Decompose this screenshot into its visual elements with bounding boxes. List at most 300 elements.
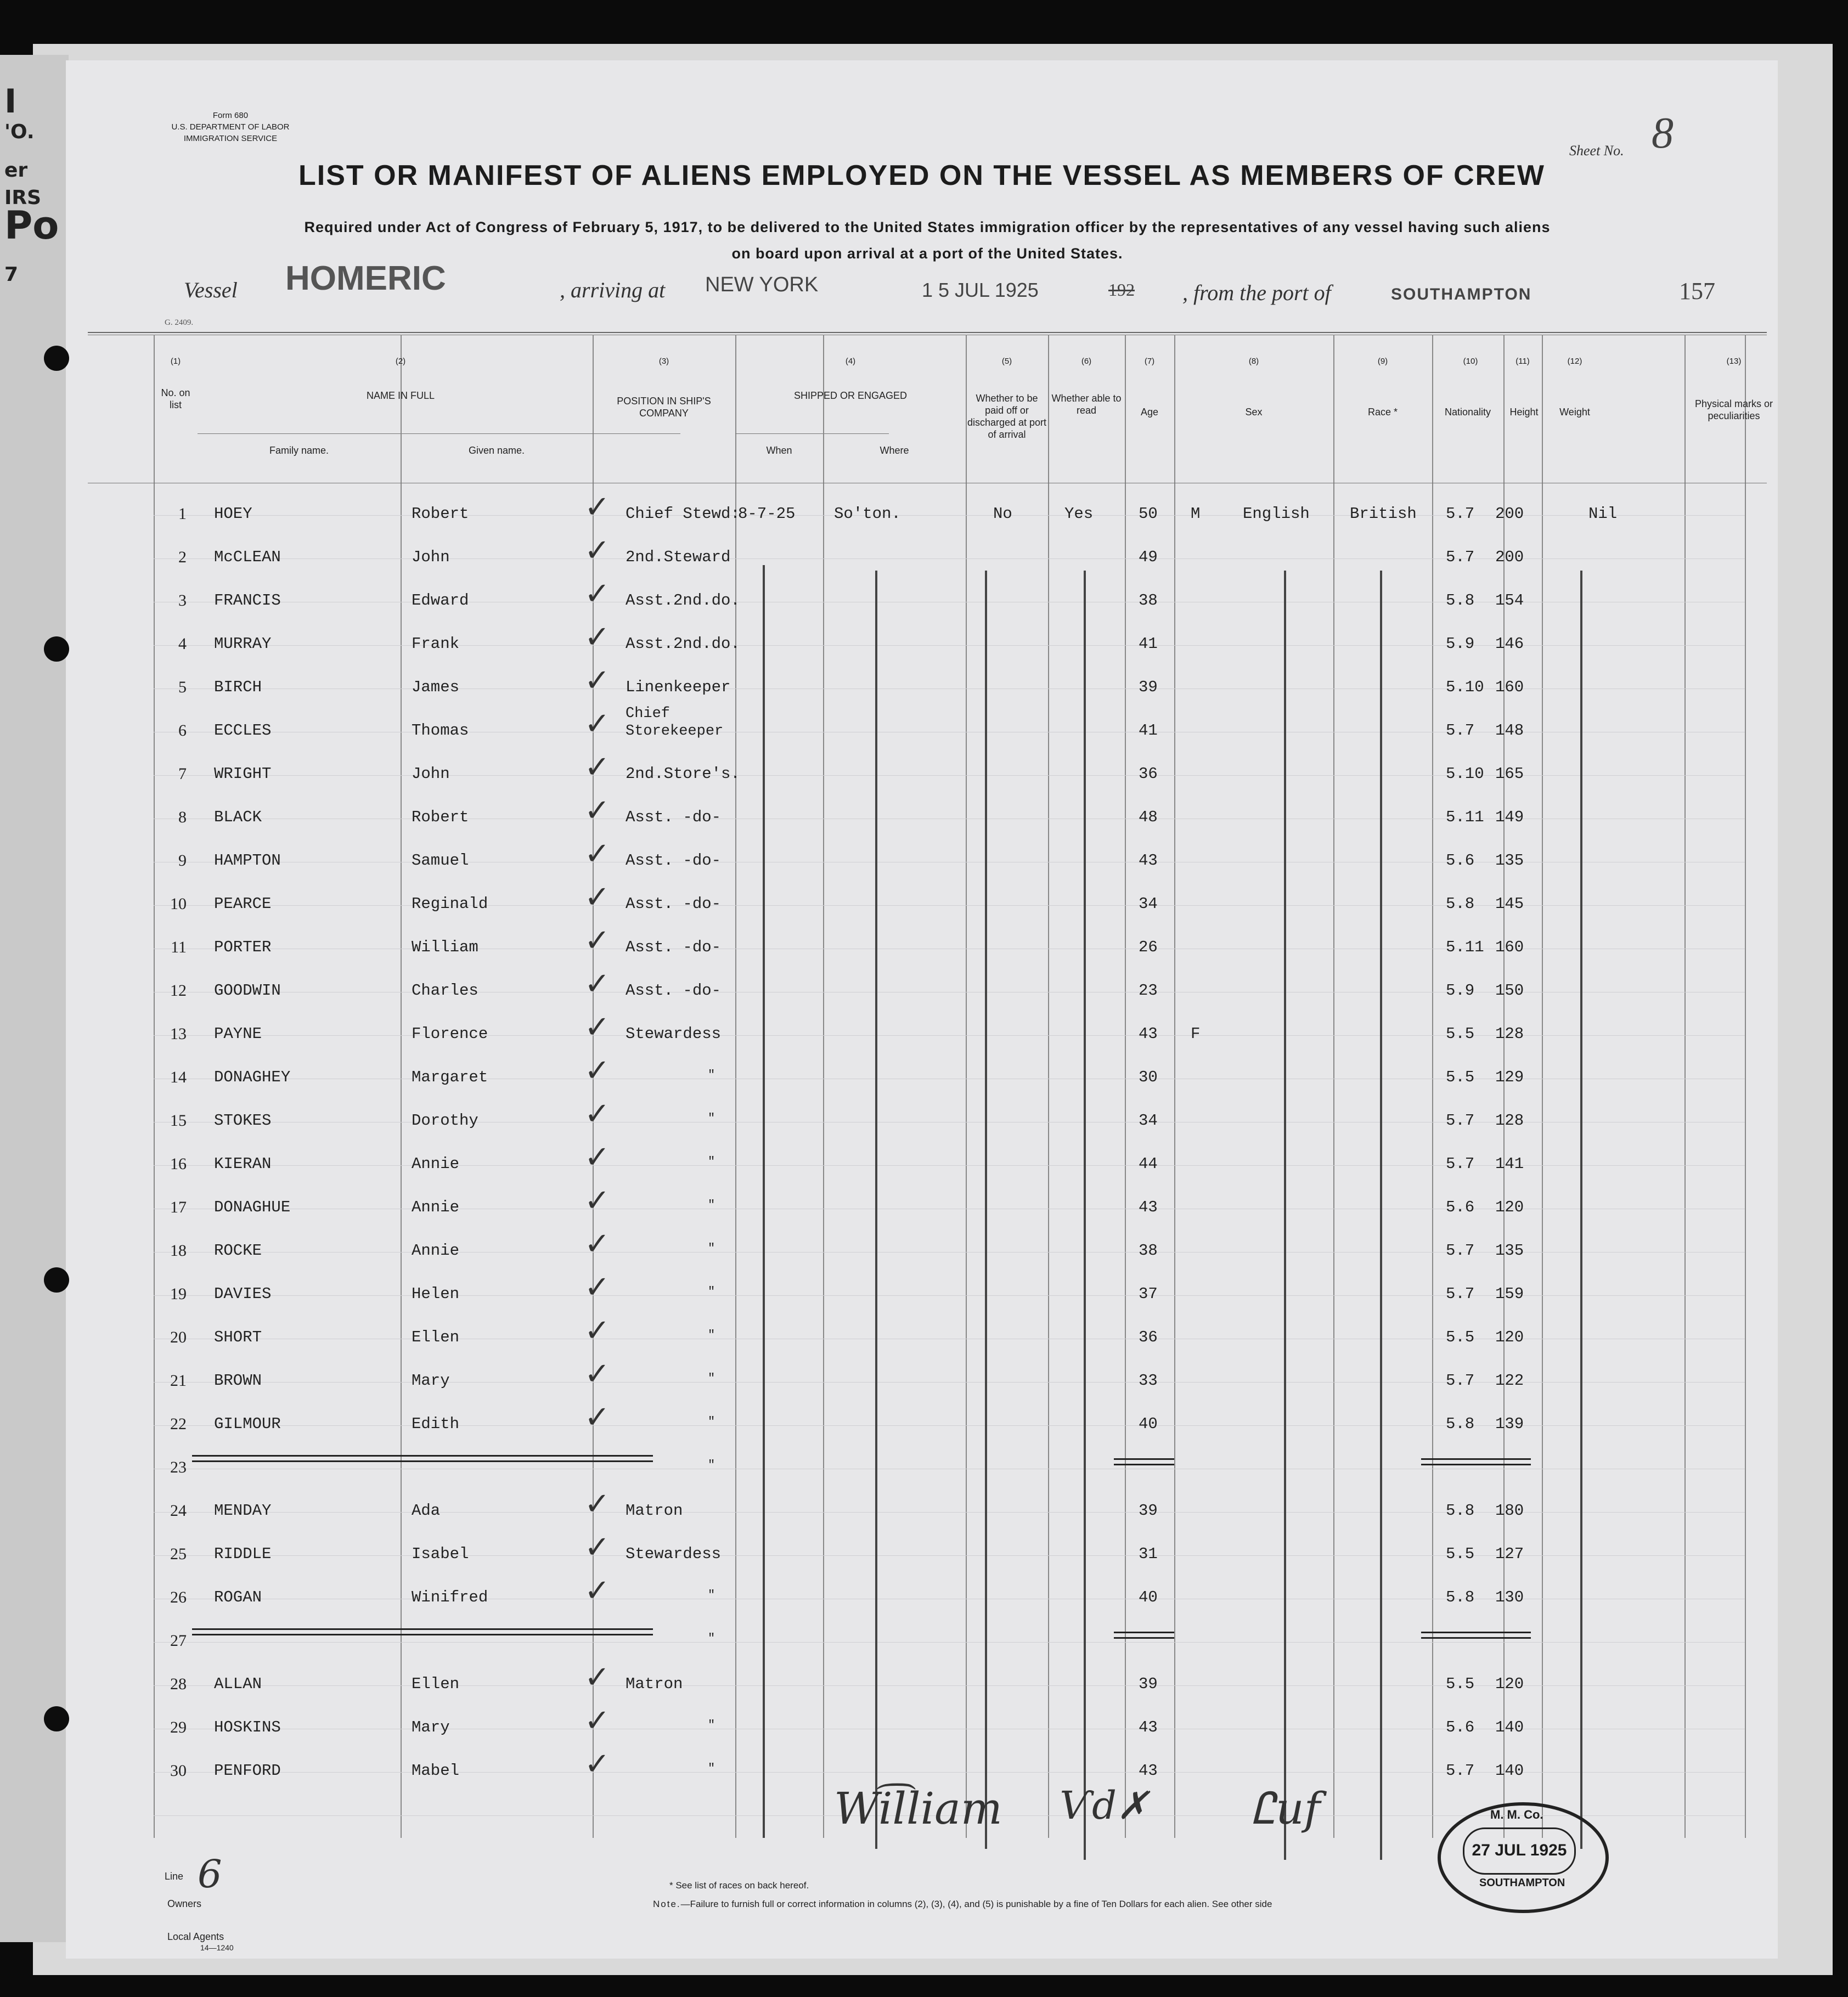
position: " bbox=[708, 1718, 715, 1732]
weight: 135 bbox=[1495, 1242, 1524, 1260]
family-name: BLACK bbox=[214, 808, 262, 826]
family-name: SHORT bbox=[214, 1328, 262, 1346]
line-label: Line bbox=[165, 1871, 184, 1882]
family-name: ROGAN bbox=[214, 1588, 262, 1606]
height: 5.5 bbox=[1446, 1545, 1475, 1563]
check-mark-icon: ✓ bbox=[584, 749, 610, 785]
table-row bbox=[66, 1458, 1767, 1502]
given-name: Dorothy bbox=[412, 1112, 478, 1130]
subheader-rule bbox=[823, 433, 824, 483]
strike-through bbox=[1114, 1464, 1174, 1465]
table-row bbox=[66, 706, 1767, 765]
check-mark-icon: ✓ bbox=[584, 1053, 610, 1088]
table-row bbox=[66, 1400, 1767, 1458]
check-mark-icon: ✓ bbox=[584, 1703, 610, 1739]
age: 31 bbox=[1139, 1545, 1158, 1563]
column-number: (7) bbox=[1144, 357, 1155, 366]
age: 43 bbox=[1139, 1762, 1158, 1780]
ditto-line bbox=[985, 571, 987, 1849]
family-name: BROWN bbox=[214, 1372, 262, 1390]
strike-through bbox=[192, 1455, 653, 1457]
column-header-c2b: Given name. bbox=[468, 445, 525, 456]
ditto-line bbox=[1084, 571, 1086, 1860]
height: 5.7 bbox=[1446, 1242, 1475, 1260]
handwritten-mark: Ѵd✗ bbox=[1059, 1783, 1149, 1828]
column-header-c11: Height bbox=[1509, 407, 1539, 418]
table-row bbox=[66, 1053, 1767, 1112]
given-name: Winifred bbox=[412, 1588, 488, 1606]
age: 43 bbox=[1139, 1025, 1158, 1043]
weight: 141 bbox=[1495, 1155, 1524, 1173]
row-number: 23 bbox=[170, 1458, 187, 1476]
form-code: 14—1240 bbox=[200, 1943, 234, 1952]
age: 38 bbox=[1139, 591, 1158, 610]
check-mark-icon: ✓ bbox=[584, 879, 610, 915]
ditto-line bbox=[1580, 571, 1582, 1849]
table-top-rule bbox=[88, 332, 1767, 333]
table-row bbox=[66, 749, 1767, 808]
row-number: 20 bbox=[170, 1328, 187, 1346]
table-row bbox=[66, 533, 1767, 591]
position: Asst. -do- bbox=[626, 851, 722, 870]
check-mark-icon: ✓ bbox=[584, 1400, 610, 1435]
age: 41 bbox=[1139, 721, 1158, 740]
given-name: John bbox=[412, 548, 450, 566]
column-header-c4a: When bbox=[766, 445, 792, 456]
footnote-block bbox=[653, 1876, 1272, 1914]
column-number: (13) bbox=[1726, 357, 1742, 366]
weight: 165 bbox=[1495, 765, 1524, 783]
age: 38 bbox=[1139, 1242, 1158, 1260]
age: 39 bbox=[1139, 1502, 1158, 1520]
g-code: G. 2409. bbox=[165, 318, 194, 327]
given-name: Mary bbox=[412, 1718, 450, 1736]
row-number: 1 bbox=[178, 505, 187, 523]
family-name: PEARCE bbox=[214, 895, 272, 913]
column-header-c6: Whether able to read bbox=[1051, 393, 1122, 416]
position: Stewardess bbox=[626, 1025, 722, 1043]
position: " bbox=[708, 1155, 715, 1169]
position: 2nd.Store's. bbox=[626, 765, 740, 783]
age: 39 bbox=[1139, 678, 1158, 696]
arrival-date: 1 5 JUL 1925 bbox=[922, 279, 1039, 301]
nationality: British bbox=[1350, 505, 1417, 523]
service-name: IMMIGRATION SERVICE bbox=[183, 134, 278, 143]
column-header-c3: POSITION IN SHIP'S COMPANY bbox=[617, 396, 711, 419]
check-mark-icon: ✓ bbox=[584, 706, 610, 742]
age: 34 bbox=[1139, 895, 1158, 913]
weight: 130 bbox=[1495, 1588, 1524, 1606]
given-name: Samuel bbox=[412, 851, 469, 870]
row-number: 10 bbox=[170, 895, 187, 913]
table-row bbox=[66, 923, 1767, 981]
age: 26 bbox=[1139, 938, 1158, 956]
family-name: McCLEAN bbox=[214, 548, 281, 566]
edge-text: Po bbox=[4, 203, 59, 248]
height: 5.5 bbox=[1446, 1068, 1475, 1086]
strike-through bbox=[1114, 1637, 1174, 1639]
family-name: DAVIES bbox=[214, 1285, 272, 1303]
position: Asst. -do- bbox=[626, 808, 722, 826]
given-name: Robert bbox=[412, 808, 469, 826]
weight: 160 bbox=[1495, 938, 1524, 956]
weight: 146 bbox=[1495, 635, 1524, 653]
weight: 159 bbox=[1495, 1285, 1524, 1303]
family-name: ECCLES bbox=[214, 721, 272, 740]
age: 41 bbox=[1139, 635, 1158, 653]
row-number: 25 bbox=[170, 1545, 187, 1563]
given-name: Reginald bbox=[412, 895, 488, 913]
race: English bbox=[1243, 505, 1310, 523]
weight: 129 bbox=[1495, 1068, 1524, 1086]
given-name: Edward bbox=[412, 591, 469, 610]
given-name: Frank bbox=[412, 635, 460, 653]
row-number: 24 bbox=[170, 1502, 187, 1520]
table-row bbox=[66, 1270, 1767, 1328]
punch-hole bbox=[44, 346, 69, 371]
given-name: Margaret bbox=[412, 1068, 488, 1086]
table-row bbox=[66, 663, 1767, 721]
height: 5.5 bbox=[1446, 1675, 1475, 1693]
height: 5.5 bbox=[1446, 1025, 1475, 1043]
row-number: 3 bbox=[178, 591, 187, 610]
position: Asst. -do- bbox=[626, 938, 722, 956]
column-header-c12: Weight bbox=[1559, 407, 1590, 418]
age: 37 bbox=[1139, 1285, 1158, 1303]
sex: M bbox=[1191, 505, 1201, 523]
column-number: (8) bbox=[1248, 357, 1259, 366]
adjacent-page-edge bbox=[0, 55, 69, 1942]
table-row bbox=[66, 1660, 1767, 1718]
position: " bbox=[708, 1372, 715, 1385]
height: 5.6 bbox=[1446, 851, 1475, 870]
ditto-line bbox=[1380, 571, 1382, 1860]
row-number: 26 bbox=[170, 1588, 187, 1606]
height: 5.6 bbox=[1446, 1718, 1475, 1736]
column-number: (3) bbox=[658, 357, 669, 366]
age: 43 bbox=[1139, 1718, 1158, 1736]
position: " bbox=[708, 1632, 715, 1645]
table-row bbox=[66, 966, 1767, 1025]
agents-label: Local Agents bbox=[167, 1931, 224, 1942]
family-name: MENDAY bbox=[214, 1502, 272, 1520]
height: 5.9 bbox=[1446, 635, 1475, 653]
age: 30 bbox=[1139, 1068, 1158, 1086]
family-name: STOKES bbox=[214, 1112, 272, 1130]
ditto-line bbox=[763, 565, 765, 1838]
height: 5.7 bbox=[1446, 1112, 1475, 1130]
weight: 128 bbox=[1495, 1025, 1524, 1043]
row-number: 18 bbox=[170, 1242, 187, 1260]
column-number: (12) bbox=[1567, 357, 1582, 366]
edge-text: I bbox=[4, 82, 17, 121]
family-name: BIRCH bbox=[214, 678, 262, 696]
age: 44 bbox=[1139, 1155, 1158, 1173]
position: " bbox=[708, 1458, 715, 1472]
note-label: Note. bbox=[653, 1899, 681, 1909]
height: 5.7 bbox=[1446, 1372, 1475, 1390]
form-identifier bbox=[154, 110, 307, 144]
physical-marks: Nil bbox=[1588, 505, 1618, 523]
height: 5.8 bbox=[1446, 895, 1475, 913]
vessel-name: HOMERIC bbox=[285, 260, 446, 297]
row-number: 5 bbox=[178, 678, 187, 696]
column-header-c1: No. on list bbox=[161, 387, 190, 410]
age: 43 bbox=[1139, 1198, 1158, 1216]
given-name: John bbox=[412, 765, 450, 783]
column-number: (4) bbox=[845, 357, 856, 366]
family-name: GILMOUR bbox=[214, 1415, 281, 1433]
row-number: 9 bbox=[178, 851, 187, 870]
check-mark-icon: ✓ bbox=[584, 489, 610, 525]
given-name: Ada bbox=[412, 1502, 441, 1520]
given-name: William bbox=[412, 938, 478, 956]
weight: 145 bbox=[1495, 895, 1524, 913]
given-name: Ellen bbox=[412, 1328, 460, 1346]
height: 5.6 bbox=[1446, 1198, 1475, 1216]
given-name: Annie bbox=[412, 1155, 460, 1173]
able-to-read: Yes bbox=[1064, 505, 1094, 523]
department-name: U.S. DEPARTMENT OF LABOR bbox=[171, 122, 290, 132]
height: 5.5 bbox=[1446, 1328, 1475, 1346]
age: 48 bbox=[1139, 808, 1158, 826]
table-row bbox=[66, 1530, 1767, 1588]
sheet-number: 8 bbox=[1652, 109, 1674, 157]
table-row bbox=[66, 1139, 1767, 1198]
subheader-rule bbox=[198, 433, 680, 434]
from-port-label: , from the port of bbox=[1182, 280, 1331, 305]
table-row bbox=[66, 1096, 1767, 1155]
manifest-sheet bbox=[66, 60, 1778, 1959]
vessel-label: Vessel bbox=[184, 278, 238, 302]
weight: 135 bbox=[1495, 851, 1524, 870]
table-row bbox=[66, 1573, 1767, 1632]
handwritten-mark: Ꮭuf bbox=[1251, 1783, 1321, 1834]
position: Chief Stewd: bbox=[626, 505, 740, 523]
family-name: DONAGHUE bbox=[214, 1198, 291, 1216]
check-mark-icon: ✓ bbox=[584, 1356, 610, 1392]
family-name: WRIGHT bbox=[214, 765, 272, 783]
edge-text: IRS bbox=[4, 187, 42, 209]
table-row bbox=[66, 576, 1767, 635]
check-mark-icon: ✓ bbox=[584, 1530, 610, 1565]
row-number: 21 bbox=[170, 1372, 187, 1390]
age: 50 bbox=[1139, 505, 1158, 523]
given-name: Florence bbox=[412, 1025, 488, 1043]
check-mark-icon: ✓ bbox=[584, 923, 610, 958]
weight: 127 bbox=[1495, 1545, 1524, 1563]
table-row bbox=[66, 836, 1767, 895]
subheader-rule bbox=[401, 433, 402, 483]
sex: F bbox=[1191, 1025, 1201, 1043]
table-row bbox=[66, 1356, 1767, 1415]
family-name: PAYNE bbox=[214, 1025, 262, 1043]
given-name: James bbox=[412, 678, 460, 696]
check-mark-icon: ✓ bbox=[584, 1096, 610, 1132]
position: Asst. -do- bbox=[626, 981, 722, 1000]
row-number: 19 bbox=[170, 1285, 187, 1303]
stamp-date: 27 JUL 1925 bbox=[1472, 1841, 1567, 1859]
note-text: —Failure to furnish full or correct information in columns (2), (3), (4), and (5) is punishable by a fine of Ten Dollars for each alien. See other side bbox=[680, 1899, 1272, 1909]
strike-through bbox=[1421, 1632, 1531, 1633]
family-name: FRANCIS bbox=[214, 591, 281, 610]
column-number: (11) bbox=[1515, 357, 1530, 366]
given-name: Thomas bbox=[412, 721, 469, 740]
row-number: 27 bbox=[170, 1632, 187, 1650]
weight: 150 bbox=[1495, 981, 1524, 1000]
family-name: HOSKINS bbox=[214, 1718, 281, 1736]
check-mark-icon: ✓ bbox=[584, 793, 610, 828]
table-row bbox=[66, 619, 1767, 678]
owners-label: Owners bbox=[167, 1898, 202, 1909]
document-title: LIST OR MANIFEST OF ALIENS EMPLOYED ON THE VESSEL AS MEMBERS OF CREW bbox=[298, 160, 1545, 191]
position: " bbox=[708, 1068, 715, 1082]
weight: 120 bbox=[1495, 1328, 1524, 1346]
sheet-label: Sheet No. bbox=[1569, 143, 1624, 159]
height: 5.8 bbox=[1446, 1588, 1475, 1606]
row-number: 29 bbox=[170, 1718, 187, 1736]
position: Matron bbox=[626, 1502, 683, 1520]
row-number: 12 bbox=[170, 981, 187, 1000]
height: 5.7 bbox=[1446, 1155, 1475, 1173]
position: Linenkeeper bbox=[626, 678, 731, 696]
table-row bbox=[66, 489, 1767, 548]
shipped-when: 8-7-25 bbox=[738, 505, 796, 523]
weight: 149 bbox=[1495, 808, 1524, 826]
position: " bbox=[708, 1588, 715, 1602]
position: Matron bbox=[626, 1675, 683, 1693]
position: " bbox=[708, 1242, 715, 1255]
weight: 120 bbox=[1495, 1675, 1524, 1693]
subheader-rule bbox=[735, 433, 889, 434]
table-row bbox=[66, 1486, 1767, 1545]
ditto-line bbox=[875, 571, 877, 1849]
ditto-line bbox=[1284, 571, 1286, 1860]
column-header-c4b: Where bbox=[880, 445, 909, 456]
strike-through bbox=[1421, 1637, 1531, 1639]
given-name: Edith bbox=[412, 1415, 460, 1433]
given-name: Annie bbox=[412, 1198, 460, 1216]
family-name: KIERAN bbox=[214, 1155, 272, 1173]
check-mark-icon: ✓ bbox=[584, 1270, 610, 1305]
family-name: PENFORD bbox=[214, 1762, 281, 1780]
column-number: (5) bbox=[1001, 357, 1012, 366]
weight: 120 bbox=[1495, 1198, 1524, 1216]
check-mark-icon: ✓ bbox=[584, 966, 610, 1002]
row-number: 7 bbox=[178, 765, 187, 783]
position: " bbox=[708, 1762, 715, 1775]
check-mark-icon: ✓ bbox=[584, 1746, 610, 1782]
age: 39 bbox=[1139, 1675, 1158, 1693]
weight: 160 bbox=[1495, 678, 1524, 696]
column-header-c13: Physical marks or peculiarities bbox=[1694, 398, 1773, 421]
row-number: 17 bbox=[170, 1198, 187, 1216]
weight: 200 bbox=[1495, 505, 1524, 523]
strike-through bbox=[1421, 1458, 1531, 1460]
height: 5.11 bbox=[1446, 938, 1484, 956]
age: 34 bbox=[1139, 1112, 1158, 1130]
position: Stewardess bbox=[626, 1545, 722, 1563]
column-number: (1) bbox=[170, 357, 181, 366]
table-row bbox=[66, 1703, 1767, 1762]
given-name: Robert bbox=[412, 505, 469, 523]
row-number: 11 bbox=[171, 938, 187, 956]
family-name: GOODWIN bbox=[214, 981, 281, 1000]
family-name: HAMPTON bbox=[214, 851, 281, 870]
row-number: 15 bbox=[170, 1112, 187, 1130]
age: 33 bbox=[1139, 1372, 1158, 1390]
check-mark-icon: ✓ bbox=[584, 1226, 610, 1262]
column-header-c2a: Family name. bbox=[269, 445, 329, 456]
height: 5.7 bbox=[1446, 548, 1475, 566]
weight: 139 bbox=[1495, 1415, 1524, 1433]
position: " bbox=[708, 1285, 715, 1299]
position: Asst. -do- bbox=[626, 895, 722, 913]
column-number: (9) bbox=[1377, 357, 1388, 366]
position: Asst.2nd.do. bbox=[626, 591, 740, 610]
given-name: Helen bbox=[412, 1285, 460, 1303]
weight: 140 bbox=[1495, 1762, 1524, 1780]
year-printed-struck: 192 bbox=[1108, 280, 1135, 300]
arriving-label: , arriving at bbox=[560, 278, 666, 302]
row-number: 2 bbox=[178, 548, 187, 566]
check-mark-icon: ✓ bbox=[584, 619, 610, 655]
age: 49 bbox=[1139, 548, 1158, 566]
stamp-bottom-text: SOUTHAMPTON bbox=[1479, 1877, 1565, 1889]
column-header-c7: Age bbox=[1140, 407, 1159, 418]
row-number: 6 bbox=[178, 721, 187, 740]
shipped-where: So'ton. bbox=[834, 505, 901, 523]
column-header-c4: SHIPPED OR ENGAGED bbox=[793, 390, 908, 401]
manifest-number: 157 bbox=[1679, 278, 1715, 304]
table-row bbox=[66, 1226, 1767, 1285]
handwritten-mark: Wi͡lliam bbox=[834, 1783, 1002, 1834]
check-mark-icon: ✓ bbox=[584, 1573, 610, 1609]
height: 5.7 bbox=[1446, 505, 1475, 523]
strike-through bbox=[1114, 1632, 1174, 1633]
given-name: Mabel bbox=[412, 1762, 460, 1780]
height: 5.10 bbox=[1446, 678, 1484, 696]
family-name: DONAGHEY bbox=[214, 1068, 291, 1086]
height: 5.10 bbox=[1446, 765, 1484, 783]
check-mark-icon: ✓ bbox=[584, 663, 610, 698]
edge-text: 'O. bbox=[4, 121, 35, 143]
given-name: Charles bbox=[412, 981, 478, 1000]
strike-through bbox=[1114, 1458, 1174, 1460]
table-row bbox=[66, 1313, 1767, 1372]
check-mark-icon: ✓ bbox=[584, 836, 610, 872]
check-mark-icon: ✓ bbox=[584, 533, 610, 568]
table-row bbox=[66, 1183, 1767, 1242]
column-number: (6) bbox=[1081, 357, 1092, 366]
stamp-top-text: M. M. Co. bbox=[1490, 1808, 1543, 1821]
edge-text: er bbox=[4, 159, 28, 182]
arrival-port: NEW YORK bbox=[705, 273, 819, 296]
weight: 154 bbox=[1495, 591, 1524, 610]
weight: 128 bbox=[1495, 1112, 1524, 1130]
column-number: (10) bbox=[1463, 357, 1478, 366]
form-number: Form 680 bbox=[212, 111, 249, 120]
age: 40 bbox=[1139, 1415, 1158, 1433]
row-number: 16 bbox=[170, 1155, 187, 1173]
check-mark-icon: ✓ bbox=[584, 1139, 610, 1175]
position: " bbox=[708, 1415, 715, 1429]
family-name: MURRAY bbox=[214, 635, 272, 653]
office-stamp bbox=[1438, 1802, 1609, 1913]
weight: 122 bbox=[1495, 1372, 1524, 1390]
race-footnote: * See list of races on back hereof. bbox=[669, 1880, 809, 1891]
table-row bbox=[66, 1632, 1767, 1675]
